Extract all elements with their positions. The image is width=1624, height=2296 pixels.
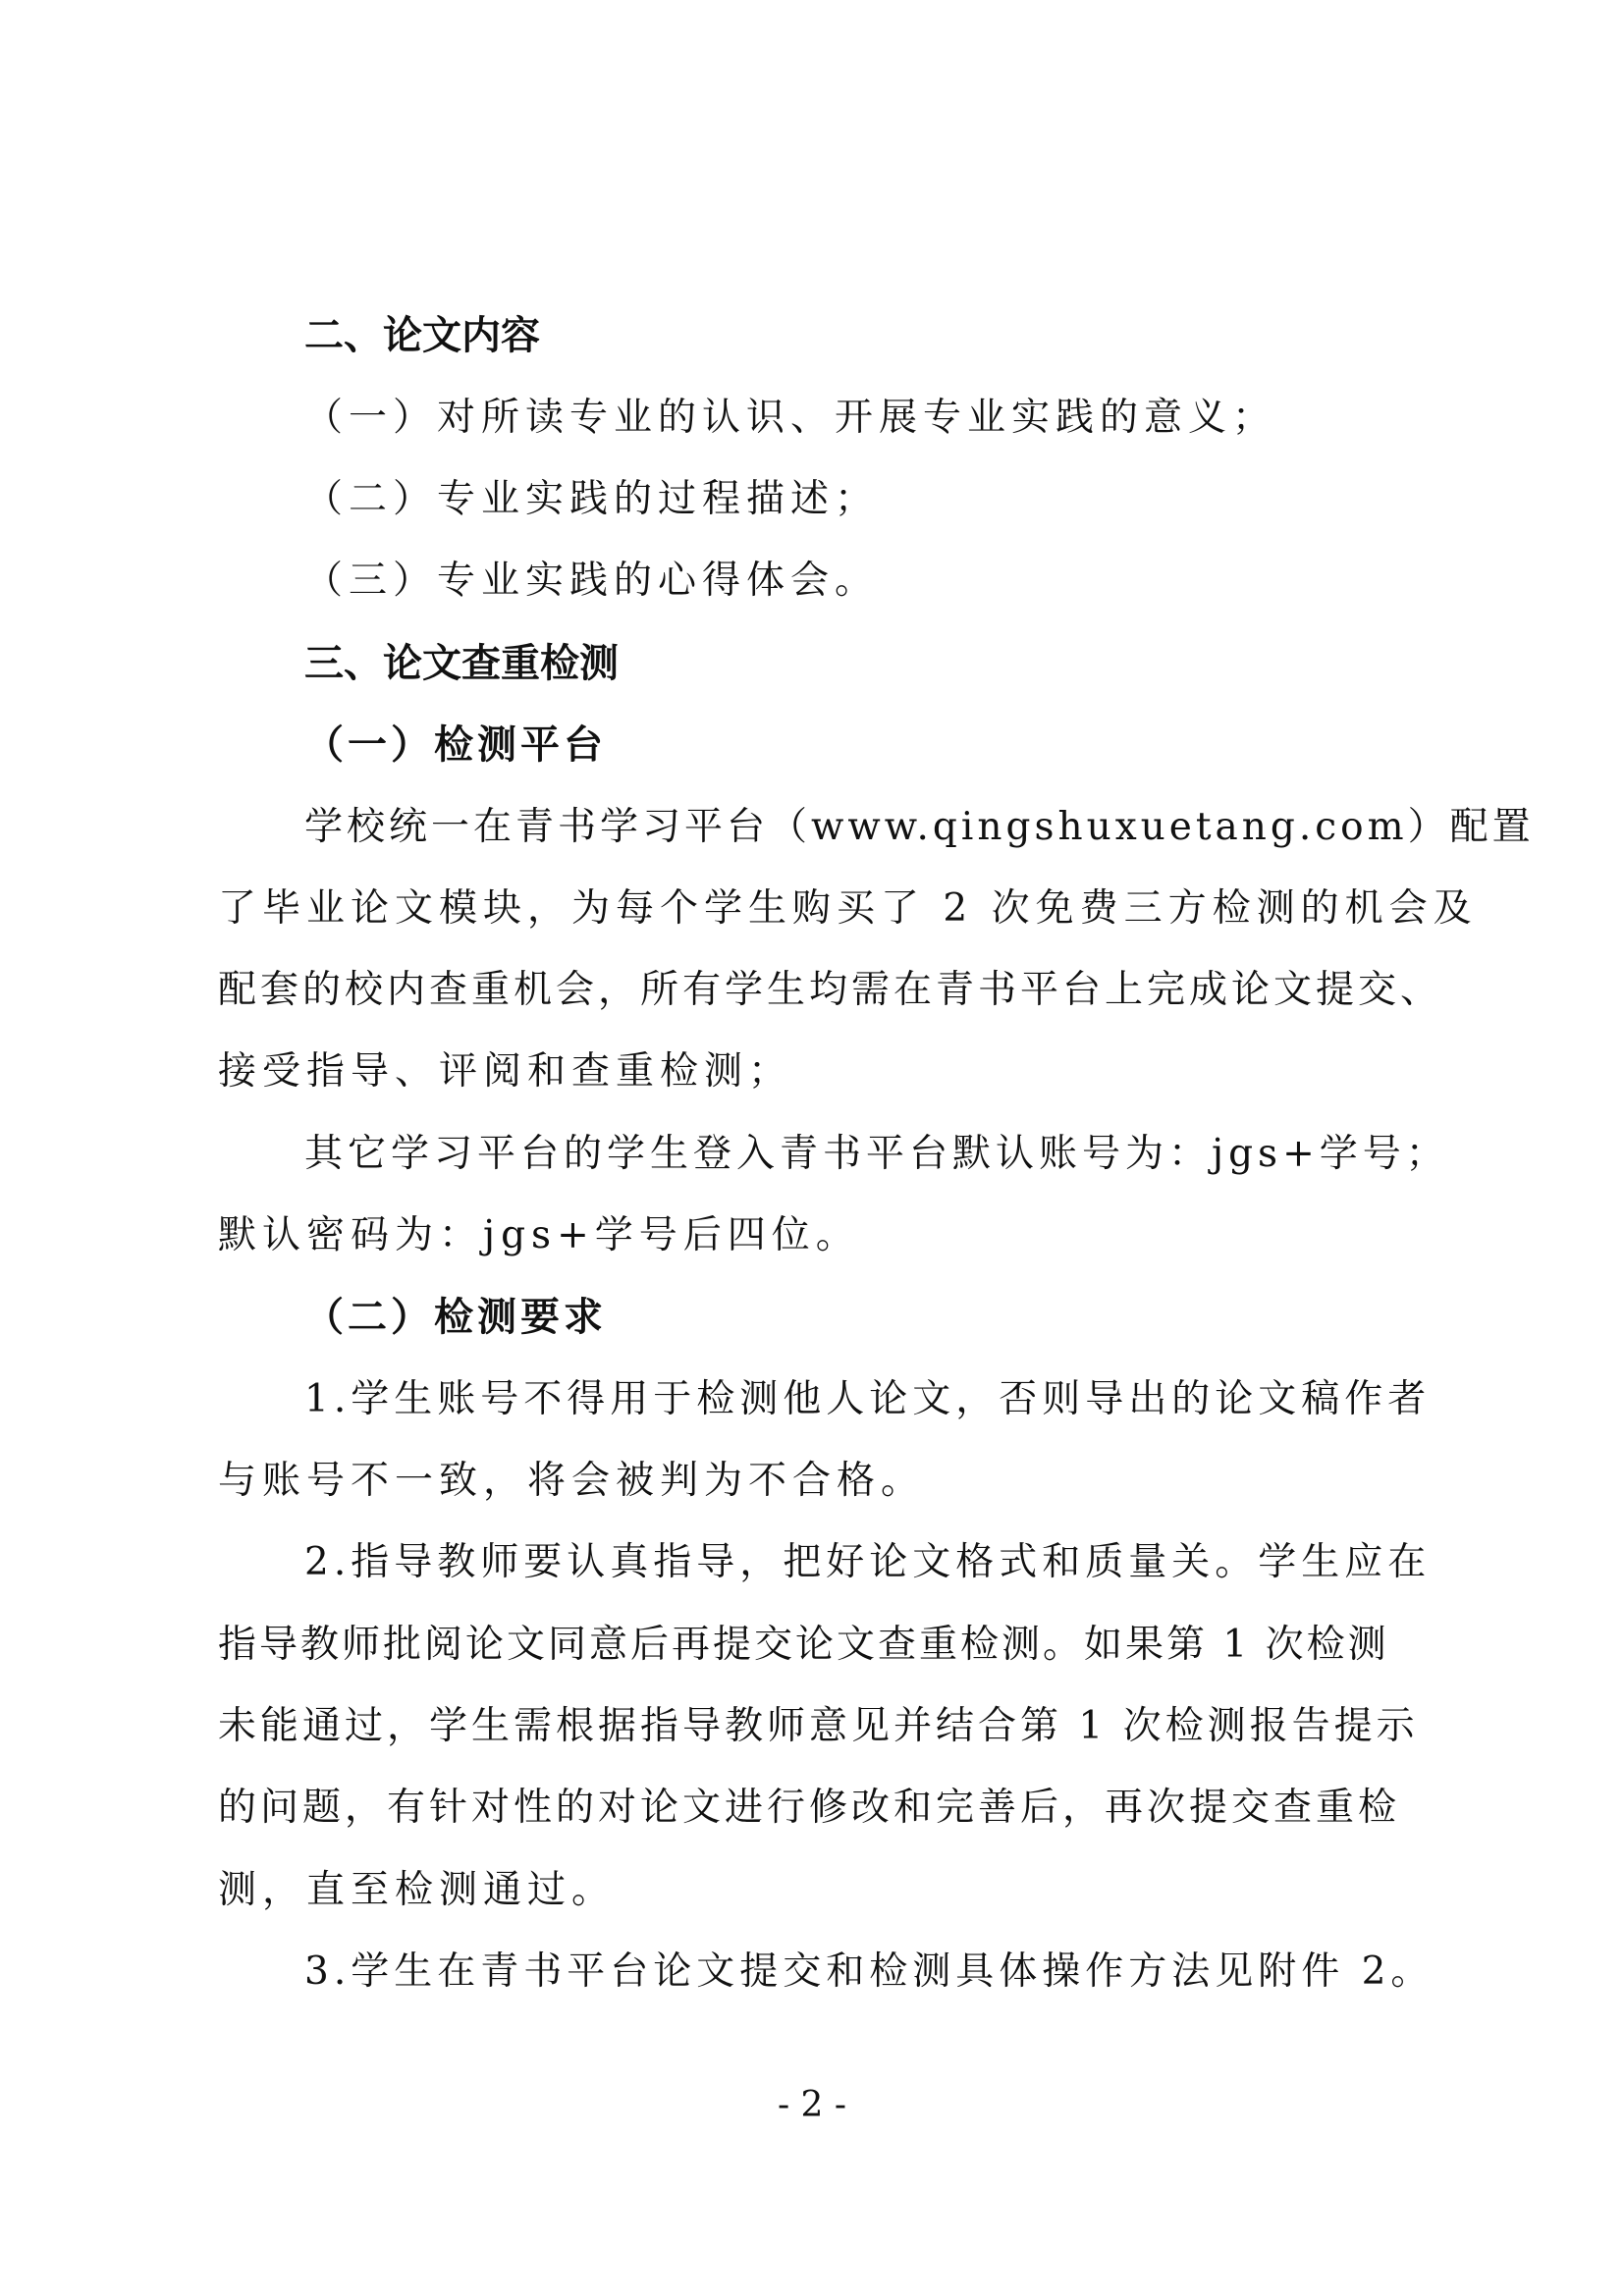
paragraph-line: 与账号不一致，将会被判为不合格。 <box>218 1459 926 1503</box>
section-3-heading: 三、论文查重检测 <box>304 641 619 686</box>
paragraph-line: 学校统一在青书学习平台（www.qingshuxuetang.com）配置 <box>304 805 1535 849</box>
paragraph-line: 默认密码为：jgs+学号后四位。 <box>218 1213 860 1257</box>
page-number: - 2 - <box>777 2085 847 2125</box>
paragraph-line: 指导教师批阅论文同意后再提交论文查重检测。如果第 1 次检测 <box>218 1623 1389 1667</box>
paragraph-line: 配套的校内查重机会，所有学生均需在青书平台上完成论文提交、 <box>218 968 1443 1012</box>
subsection-1-heading: （一）检测平台 <box>304 721 607 768</box>
paragraph-line: 1.学生账号不得用于检测他人论文，否则导出的论文稿作者 <box>304 1377 1432 1421</box>
paragraph-line: 测，直至检测通过。 <box>218 1868 617 1912</box>
paragraph-line: 2.指导教师要认真指导，把好论文格式和质量关。学生应在 <box>304 1540 1432 1584</box>
paragraph-line: 3.学生在青书平台论文提交和检测具体操作方法见附件 2。 <box>304 1949 1435 1994</box>
paragraph-line: 未能通过，学生需根据指导教师意见并结合第 1 次检测报告提示 <box>218 1704 1419 1748</box>
section-2-item-1: （一）对所读专业的认识、开展专业实践的意义； <box>304 396 1277 440</box>
paragraph-line: 接受指导、评阅和查重检测； <box>218 1049 793 1094</box>
paragraph-line: 的问题，有针对性的对论文进行修改和完善后，再次提交查重检 <box>218 1786 1401 1830</box>
paragraph-line: 其它学习平台的学生登入青书平台默认账号为：jgs+学号； <box>304 1132 1449 1176</box>
section-2-item-3: （三）专业实践的心得体会。 <box>304 559 880 603</box>
section-2-item-2: （二）专业实践的过程描述； <box>304 477 880 521</box>
paragraph-line: 了毕业论文模块，为每个学生购买了 2 次免费三方检测的机会及 <box>218 886 1478 931</box>
section-2-heading: 二、论文内容 <box>304 313 540 358</box>
subsection-2-heading: （二）检测要求 <box>304 1294 607 1340</box>
